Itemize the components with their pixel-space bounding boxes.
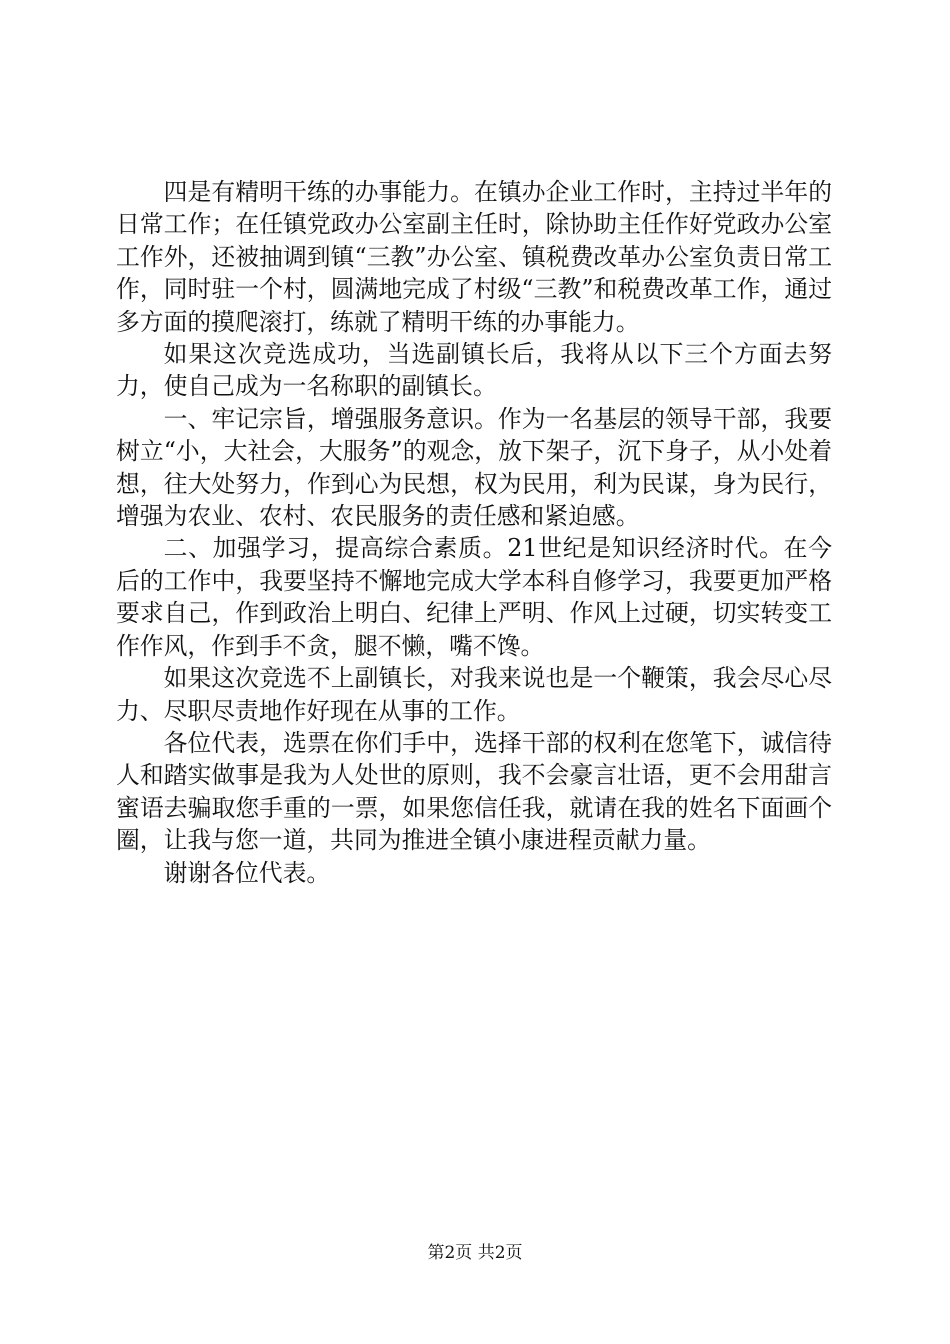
paragraph-if-not-elected: 如果这次竞选不上副镇长，对我来说也是一个鞭策，我会尽心尽力、尽职尽责地作好现在从事的工作。 <box>116 664 832 725</box>
paragraph-plan-intro: 如果这次竞选成功，当选副镇长后，我将从以下三个方面去努力，使自己成为一名称职的副镇长。 <box>116 340 832 401</box>
paragraph-study: 二、加强学习，提高综合素质。21世纪是知识经济时代。在今后的工作中，我要坚持不懈地完成大学本科自修学习，我要更加严格要求自己，作到政治上明白、纪律上严明、作风上过硬，切实转变工作作风，作到手不贪，腿不懒，嘴不馋。 <box>116 534 832 660</box>
paragraph-service: 一、牢记宗旨，增强服务意识。作为一名基层的领导干部，我要树立“小，大社会，大服务”的观念，放下架子，沉下身子，从小处着想，往大处努力，作到心为民想，权为民用，利为民谋，身为民行，增强为农业、农村、农民服务的责任感和紧迫感。 <box>116 404 832 531</box>
page-number: 第2页 共2页 <box>427 1243 523 1263</box>
paragraph-thanks: 谢谢各位代表。 <box>163 858 331 887</box>
paragraph-ability: 四是有精明干练的办事能力。在镇办企业工作时，主持过半年的日常工作；在任镇党政办公室副主任时，除协助主任作好党政办公室工作外，还被抽调到镇“三教”办公室、镇税费改革办公室负责日常工作，同时驻一个村，圆满地完成了村级“三教”和税费改革工作，通过多方面的摸爬滚打，练就了精明干练的办事能力。 <box>116 178 832 336</box>
paragraph-appeal: 各位代表，选票在你们手中，选择干部的权利在您笔下，诚信待人和踏实做事是我为人处世的原则，我不会豪言壮语，更不会用甜言蜜语去骗取您手重的一票，如果您信任我，就请在我的姓名下面画个圈，让我与您一道，共同为推进全镇小康进程贡献力量。 <box>116 728 832 855</box>
document-body <box>116 176 832 889</box>
